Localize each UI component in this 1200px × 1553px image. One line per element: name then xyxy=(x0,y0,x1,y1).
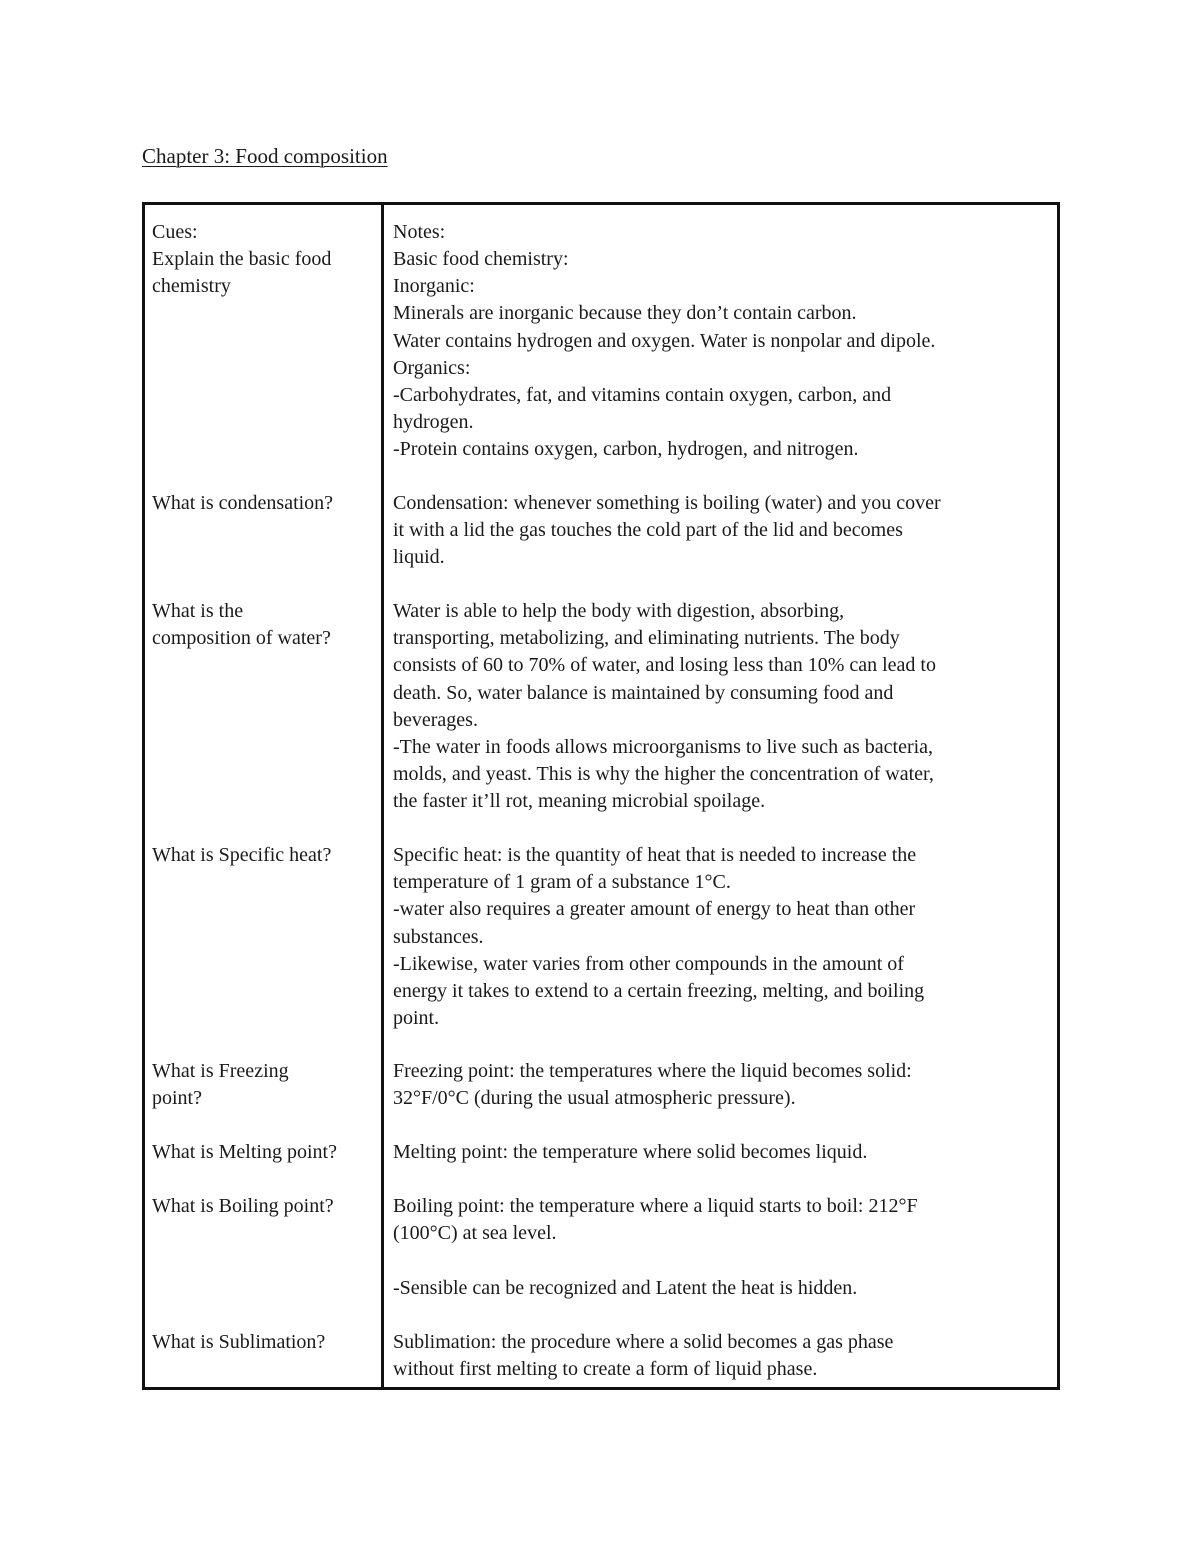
cue-item: Explain the basic food chemistry xyxy=(152,248,332,298)
cue-item: What is Sublimation? xyxy=(152,1331,326,1353)
note-item: Melting point: the temperature where solid becomes liquid. xyxy=(393,1141,868,1163)
cue-item: What is condensation? xyxy=(152,492,334,514)
cue-item: What is Specific heat? xyxy=(152,844,332,866)
cornell-notes-table xyxy=(142,202,1060,1390)
cue-item: What is Freezing point? xyxy=(152,1060,289,1110)
note-item: Water is able to help the body with digestion, absorbing, transporting, metabolizing, and eliminating nutrients. The body consists of 60 to 70% of water, and losing less than 10% can lead to death. So, water balance is maintained by consuming food and beverages. -The water in foods allows microorganisms to live such as bacteria, molds, and yeast. This is why the higher the concentration of water, the faster it’ll rot, meaning microbial spoilage. xyxy=(393,600,936,813)
cue-item: What is Boiling point? xyxy=(152,1195,334,1217)
note-item: Specific heat: is the quantity of heat that is needed to increase the temperature of 1 gram of a substance 1°C. -water also requires a greater amount of energy to heat than other substances. -Likewise, water varies from other compounds in the amount of energy it takes to extend to a certain freezing, melting, and boiling point. xyxy=(393,844,925,1030)
cues-column xyxy=(145,205,384,1387)
cue-item: What is Melting point? xyxy=(152,1141,337,1163)
page-title: Chapter 3: Food composition xyxy=(142,144,388,168)
notes-column xyxy=(384,205,1057,1387)
cue-item: What is the composition of water? xyxy=(152,600,331,650)
note-item: Basic food chemistry: Inorganic: Minerals are inorganic because they don’t contain carbon. Water contains hydrogen and oxygen. Water is nonpolar and dipole. Organics: -Carbohydrates, fat, and vitamins contain oxygen, carbon, and hydrogen. -Protein contains oxygen, carbon, hydrogen, and nitrogen. xyxy=(393,248,936,461)
note-item: Freezing point: the temperatures where the liquid becomes solid: 32°F/0°C (during the usual atmospheric pressure). xyxy=(393,1060,912,1110)
notes-header: Notes: xyxy=(393,221,446,243)
note-item: Condensation: whenever something is boiling (water) and you cover it with a lid the gas touches the cold part of the lid and becomes liquid. xyxy=(393,492,941,569)
note-item: Boiling point: the temperature where a liquid starts to boil: 212°F (100°C) at sea level. xyxy=(393,1195,918,1245)
note-item: -Sensible can be recognized and Latent the heat is hidden. xyxy=(393,1277,858,1299)
note-item: Sublimation: the procedure where a solid becomes a gas phase without first melting to create a form of liquid phase. xyxy=(393,1331,894,1381)
cues-header: Cues: xyxy=(152,221,198,243)
